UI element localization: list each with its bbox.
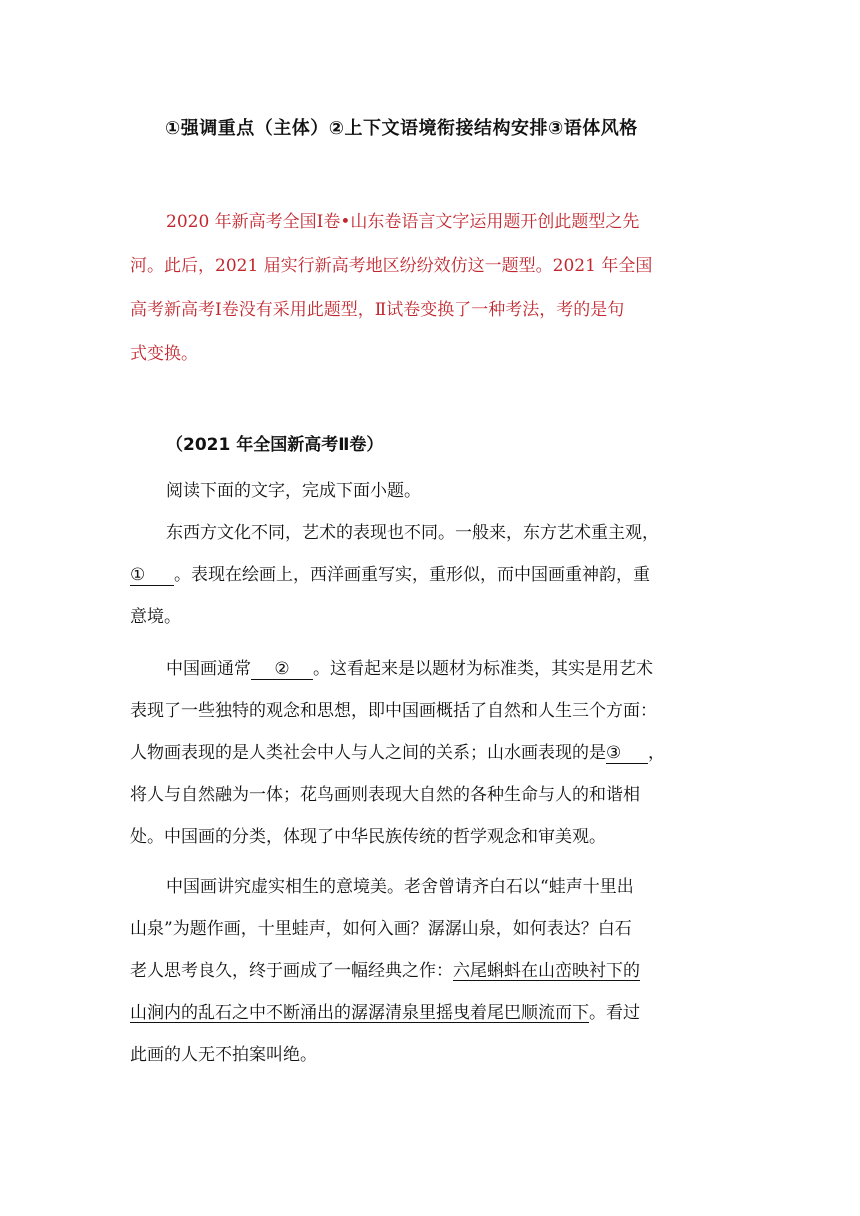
p3-line-2: 山泉”为题作画，十里蛙声，如何入画？潺潺山泉，如何表达？白石: [130, 919, 632, 939]
note-line: 式变换。: [130, 344, 198, 364]
p3-line-3-pre: 老人思考良久，终于画成了一幅经典之作：: [130, 961, 453, 981]
note-line: 河。此后，2021 届实行新高考地区纷纷效仿这一题型。2021 年全国: [130, 256, 653, 276]
p3-line-5: 此画的人无不拍案叫绝。: [130, 1045, 317, 1065]
p1-line-2-text: 。表现在绘画上，西洋画重写实，重形似，而中国画重神韵，重: [174, 565, 650, 585]
passage-paragraph-2: [130, 648, 730, 858]
p2-line-3-post: ，: [648, 743, 665, 763]
exam-title: （2021 年全国新高考Ⅱ卷）: [166, 435, 384, 455]
note-line: 高考新高考Ⅰ卷没有采用此题型，Ⅱ试卷变换了一种考法，考的是句: [130, 300, 625, 320]
instruction-text: 阅读下面的文字，完成下面小题。: [166, 481, 421, 501]
underlined-sentence-part-2: 山涧内的乱石之中不断涌出的潺潺清泉里摇曳着尾巴顺流而下: [130, 1003, 589, 1023]
p3-line-1: 中国画讲究虚实相生的意境美。老舍曾请齐白石以“蛙声十里出: [166, 877, 634, 897]
p3-line-4-post: 。看过: [589, 1003, 640, 1023]
instruction-paragraph: [130, 470, 730, 512]
p3-line-3: [130, 950, 730, 992]
blank-1: ①: [130, 565, 174, 586]
p1-line-2: [130, 554, 730, 596]
blank-3: ③: [606, 743, 648, 764]
p2-line-5: 处。中国画的分类，体现了中华民族传统的哲学观念和审美观。: [130, 827, 606, 847]
blank-2: ②: [251, 659, 313, 680]
p2-line-1: [130, 648, 730, 690]
p2-line-4: 将人与自然融为一体；花鸟画则表现大自然的各种生命与人的和谐相: [130, 785, 640, 805]
p2-line-3-pre: 人物画表现的是人类社会中人与人之间的关系；山水画表现的是: [130, 743, 606, 763]
p1-line-1: 东西方文化不同，艺术的表现也不同。一般来，东方艺术重主观，: [166, 523, 659, 543]
passage-paragraph-3: [130, 866, 730, 1076]
underlined-sentence-part-1: 六尾蝌蚪在山峦映衬下的: [453, 961, 640, 981]
p2-line-2: 表现了一些独特的观念和思想，即中国画概括了自然和人生三个方面：: [130, 701, 657, 721]
note-paragraph: [130, 200, 730, 376]
p2-line-3: [130, 732, 730, 774]
key-points-heading: ①强调重点（主体）②上下文语境衔接结构安排③语体风格: [165, 118, 638, 139]
p3-line-4: [130, 992, 730, 1034]
passage-paragraph-1: [130, 512, 730, 638]
note-line: 2020 年新高考全国Ⅰ卷•山东卷语言文字运用题开创此题型之先: [166, 212, 640, 232]
p2-line-1-pre: 中国画通常: [166, 659, 251, 679]
p1-line-3: 意境。: [130, 607, 181, 627]
p2-line-1-post: 。这看起来是以题材为标准类，其实是用艺术: [313, 659, 653, 679]
